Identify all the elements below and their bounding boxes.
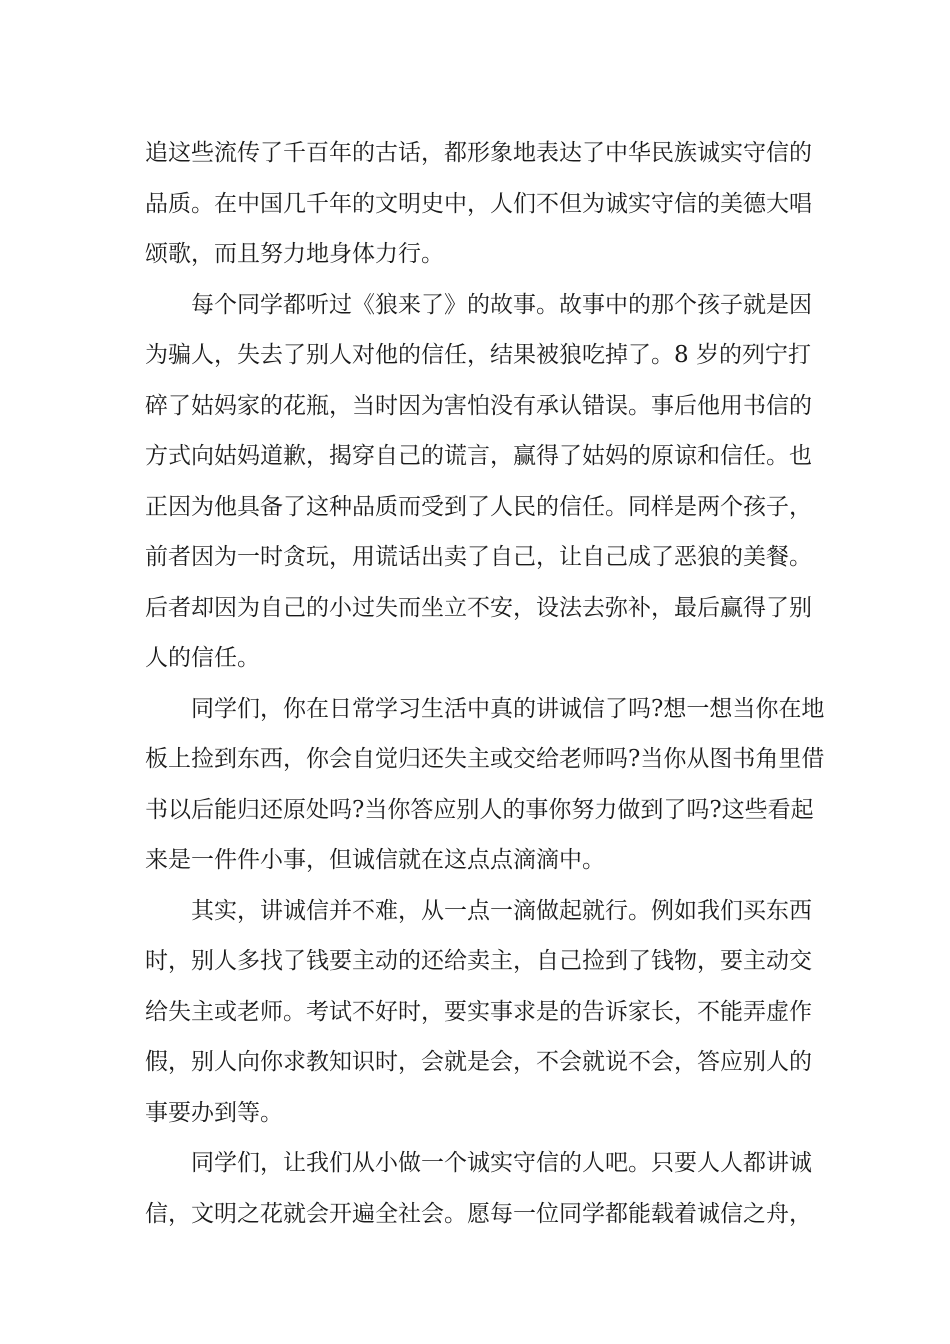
text-line: 来是一件件小事，但诚信就在这点点滴滴中。	[145, 847, 605, 873]
text-line: 给失主或老师。考试不好时，要实事求是的告诉家长，不能弄虚作	[145, 998, 812, 1025]
text-line: 后者却因为自己的小过失而坐立不安，设法去弥补，最后赢得了别	[145, 594, 812, 621]
text-line: 事要办到等。	[145, 1099, 283, 1126]
text-line: 每个同学都听过《狼来了》的故事。故事中的那个孩子就是因	[191, 291, 812, 318]
text-line: 时，别人多找了钱要主动的还给卖主，自己捡到了钱物，要主动交	[145, 948, 812, 974]
text-line: 其实，讲诚信并不难，从一点一滴做起就行。例如我们买东西	[191, 897, 812, 924]
text-line: 颂歌，而且努力地身体力行。	[145, 241, 444, 267]
text-line: 正因为他具备了这种品质而受到了人民的信任。同样是两个孩子，	[145, 493, 812, 520]
text-line: 同学们，让我们从小做一个诚实守信的人吧。只要人人都讲诚	[191, 1150, 812, 1176]
text-line: 追这些流传了千百年的古话，都形象地表达了中华民族诚实守信的	[145, 140, 812, 166]
text-line: 前者因为一时贪玩，用谎话出卖了自己，让自己成了恶狼的美餐。	[145, 544, 812, 570]
text-line: 人的信任。	[145, 645, 260, 671]
text-line: 碎了姑妈家的花瓶，当时因为害怕没有承认错误。事后他用书信的	[145, 392, 812, 419]
body-text	[145, 128, 825, 1239]
text-line: 板上捡到东西，你会自觉归还失主或交给老师吗?当你从图书角里借	[145, 746, 825, 772]
text-line: 方式向姑妈道歉，揭穿自己的谎言，赢得了姑妈的原谅和信任。也	[145, 443, 812, 469]
text-line: 同学们，你在日常学习生活中真的讲诚信了吗?想一想当你在地	[191, 695, 825, 722]
text-line: 书以后能归还原处吗?当你答应别人的事你努力做到了吗?这些看起	[145, 796, 814, 823]
text-line: 信，文明之花就会开遍全社会。愿每一位同学都能载着诚信之舟，	[145, 1200, 812, 1227]
text-line: 品质。在中国几千年的文明史中，人们不但为诚实守信的美德大唱	[145, 190, 812, 217]
text-line: 为骗人，失去了别人对他的信任，结果被狼吃掉了。8 岁的列宁打	[145, 342, 811, 368]
text-line: 假，别人向你求教知识时，会就是会，不会就说不会，答应别人的	[145, 1049, 812, 1075]
